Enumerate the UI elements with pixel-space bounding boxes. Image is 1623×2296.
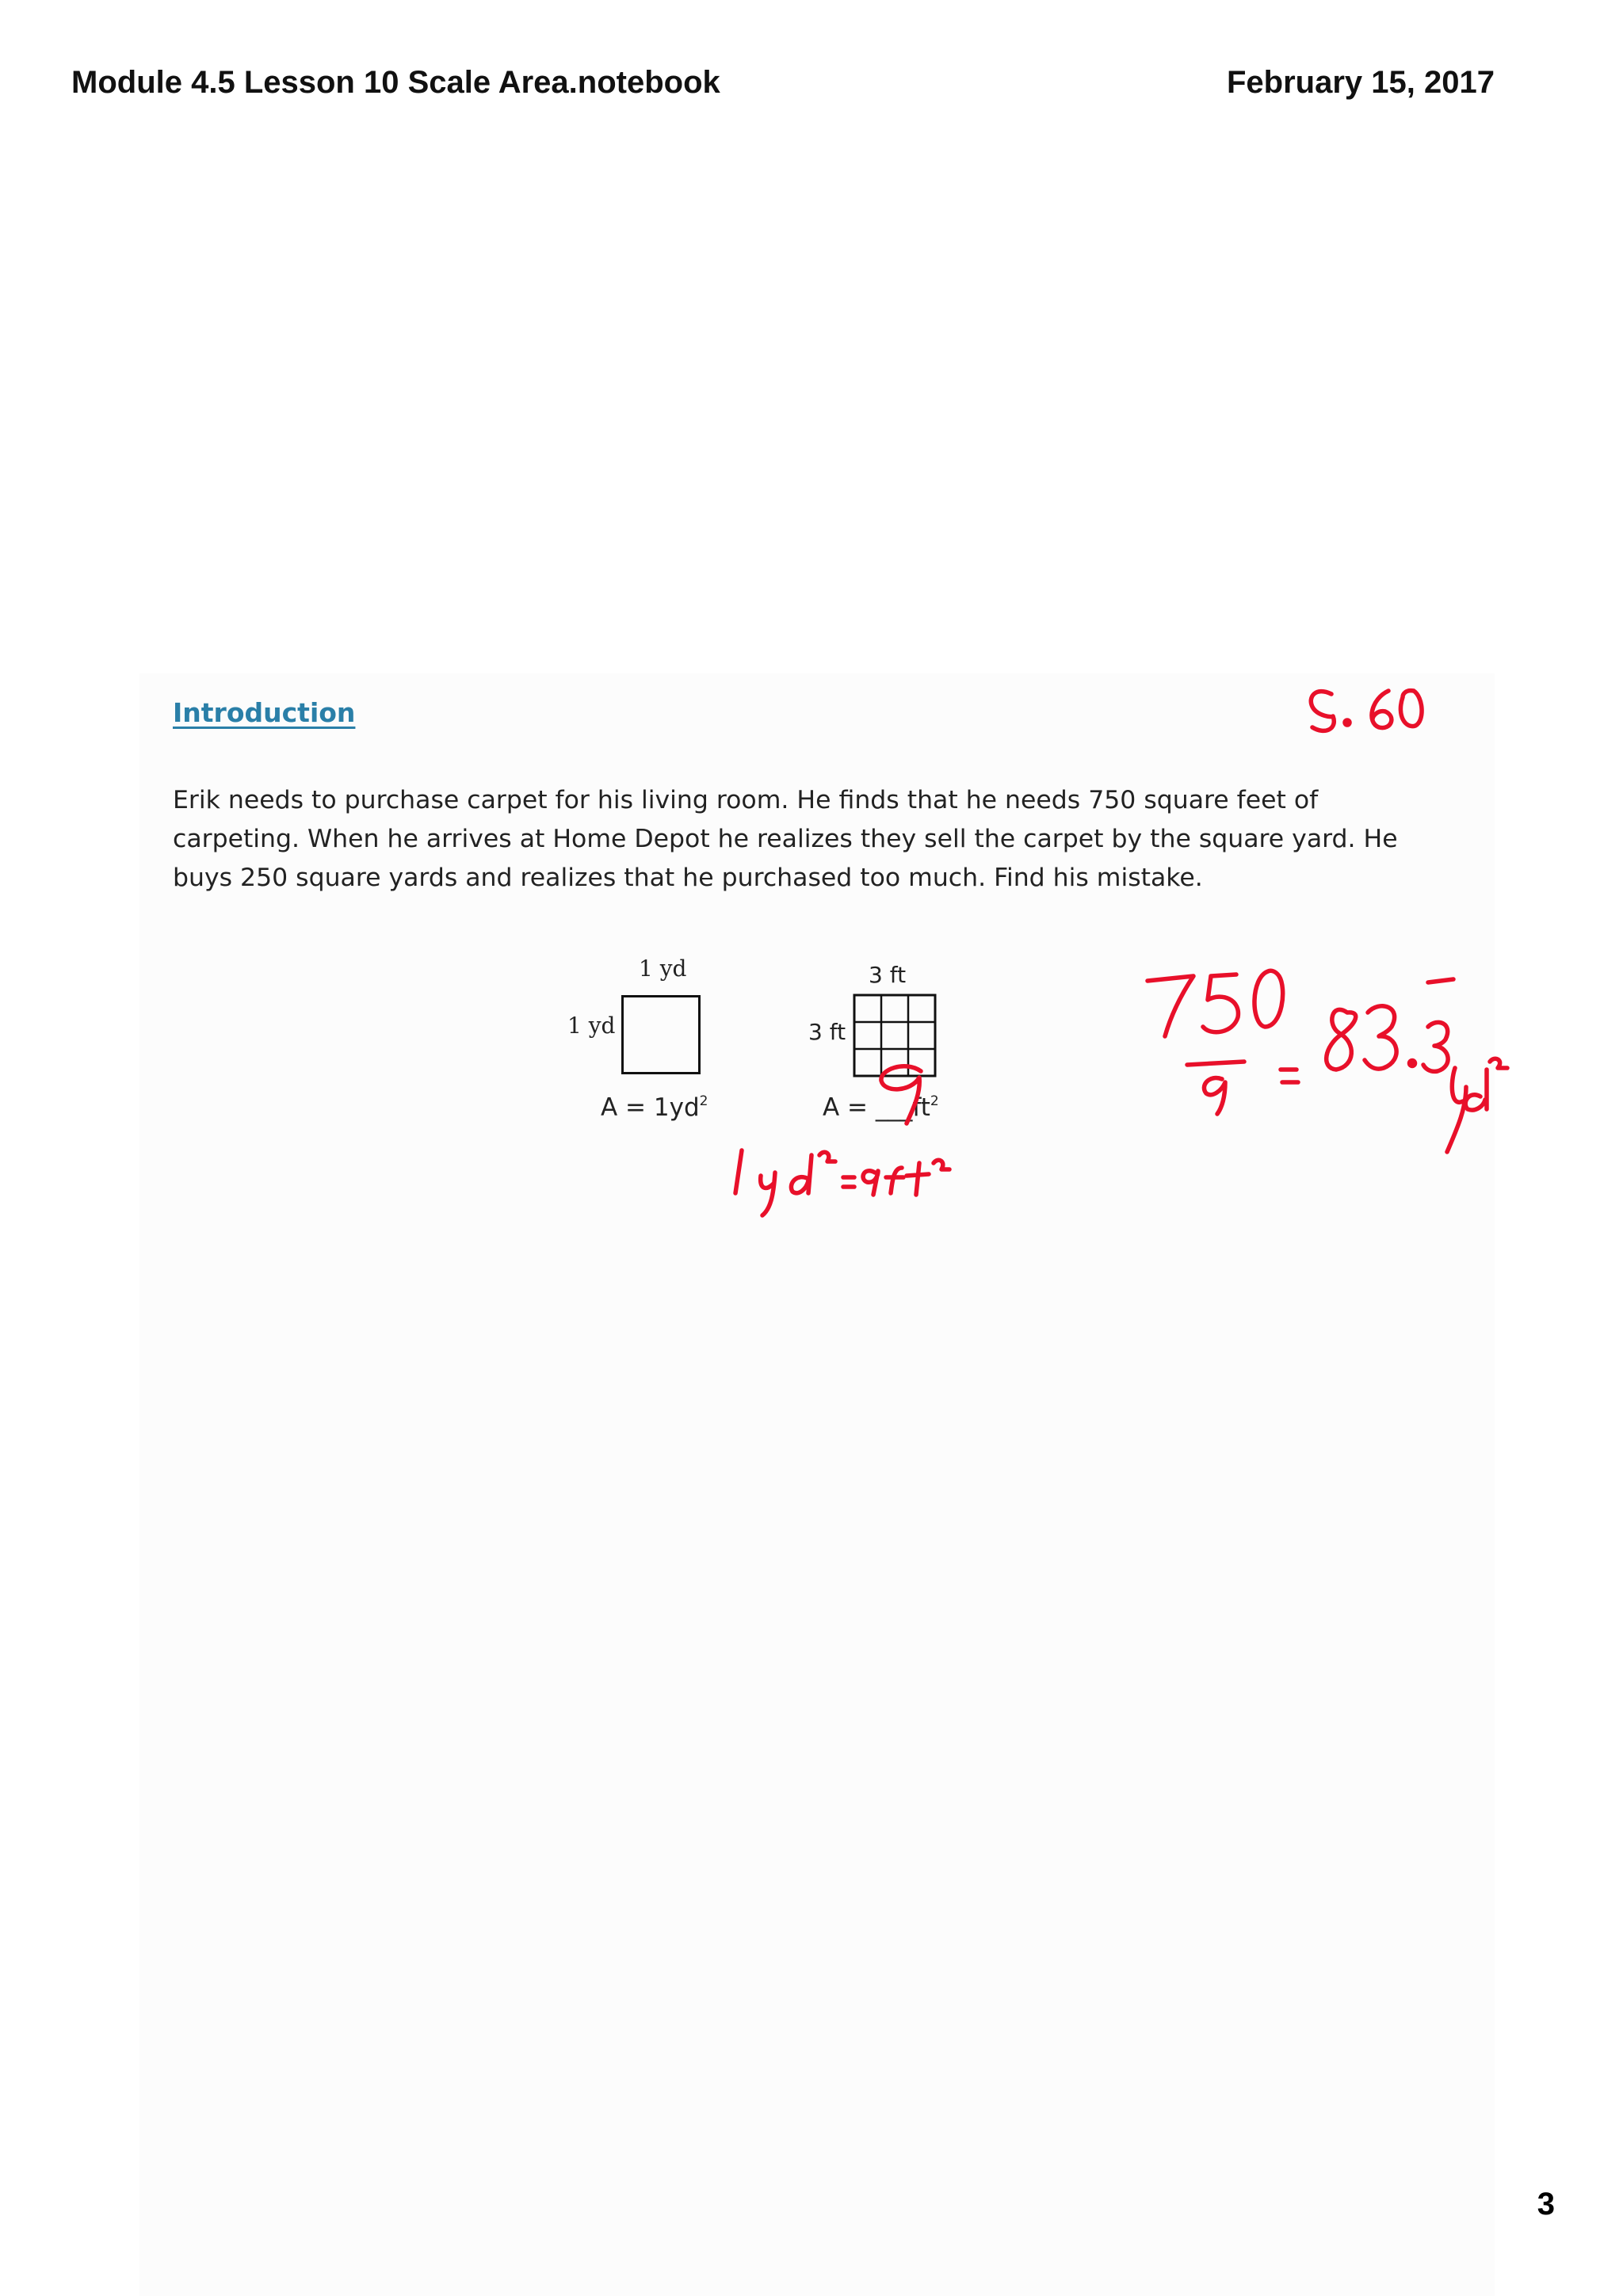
header-date: February 15, 2017 [1227,65,1495,100]
problem-line: carpeting. When he arrives at Home Depot he realizes they sell the carpet by the square yard. He [173,825,1398,853]
header-title: Module 4.5 Lesson 10 Scale Area.notebook [71,65,720,100]
feet-area-exponent: 2 [930,1093,939,1109]
handwritten-result [1327,979,1453,1071]
yard-area-text: A = 1yd [601,1093,700,1122]
yard-top-label: 1 yd [639,955,687,982]
yard-area-exponent: 2 [699,1093,708,1109]
handwritten-fraction [1148,971,1298,1114]
page-number: 3 [1537,2187,1555,2222]
feet-top-label: 3 ft [869,962,907,988]
feet-area-unit: ft [912,1093,930,1122]
handwritten-result-unit [1447,1058,1507,1152]
yard-side-label: 1 yd [567,1013,616,1039]
handwritten-conversion [735,1150,949,1215]
problem-line: buys 250 square yards and realizes that he purchased too much. Find his mistake. [173,864,1203,892]
handwritten-blank-answer [881,1066,921,1123]
problem-line: Erik needs to purchase carpet for his living room. He finds that he needs 750 square feet of [173,786,1319,814]
handwritten-page-ref [1311,691,1422,731]
feet-area-text: A = ___ [823,1093,913,1122]
feet-side-label: 3 ft [808,1019,846,1045]
section-title: Introduction [173,697,356,728]
